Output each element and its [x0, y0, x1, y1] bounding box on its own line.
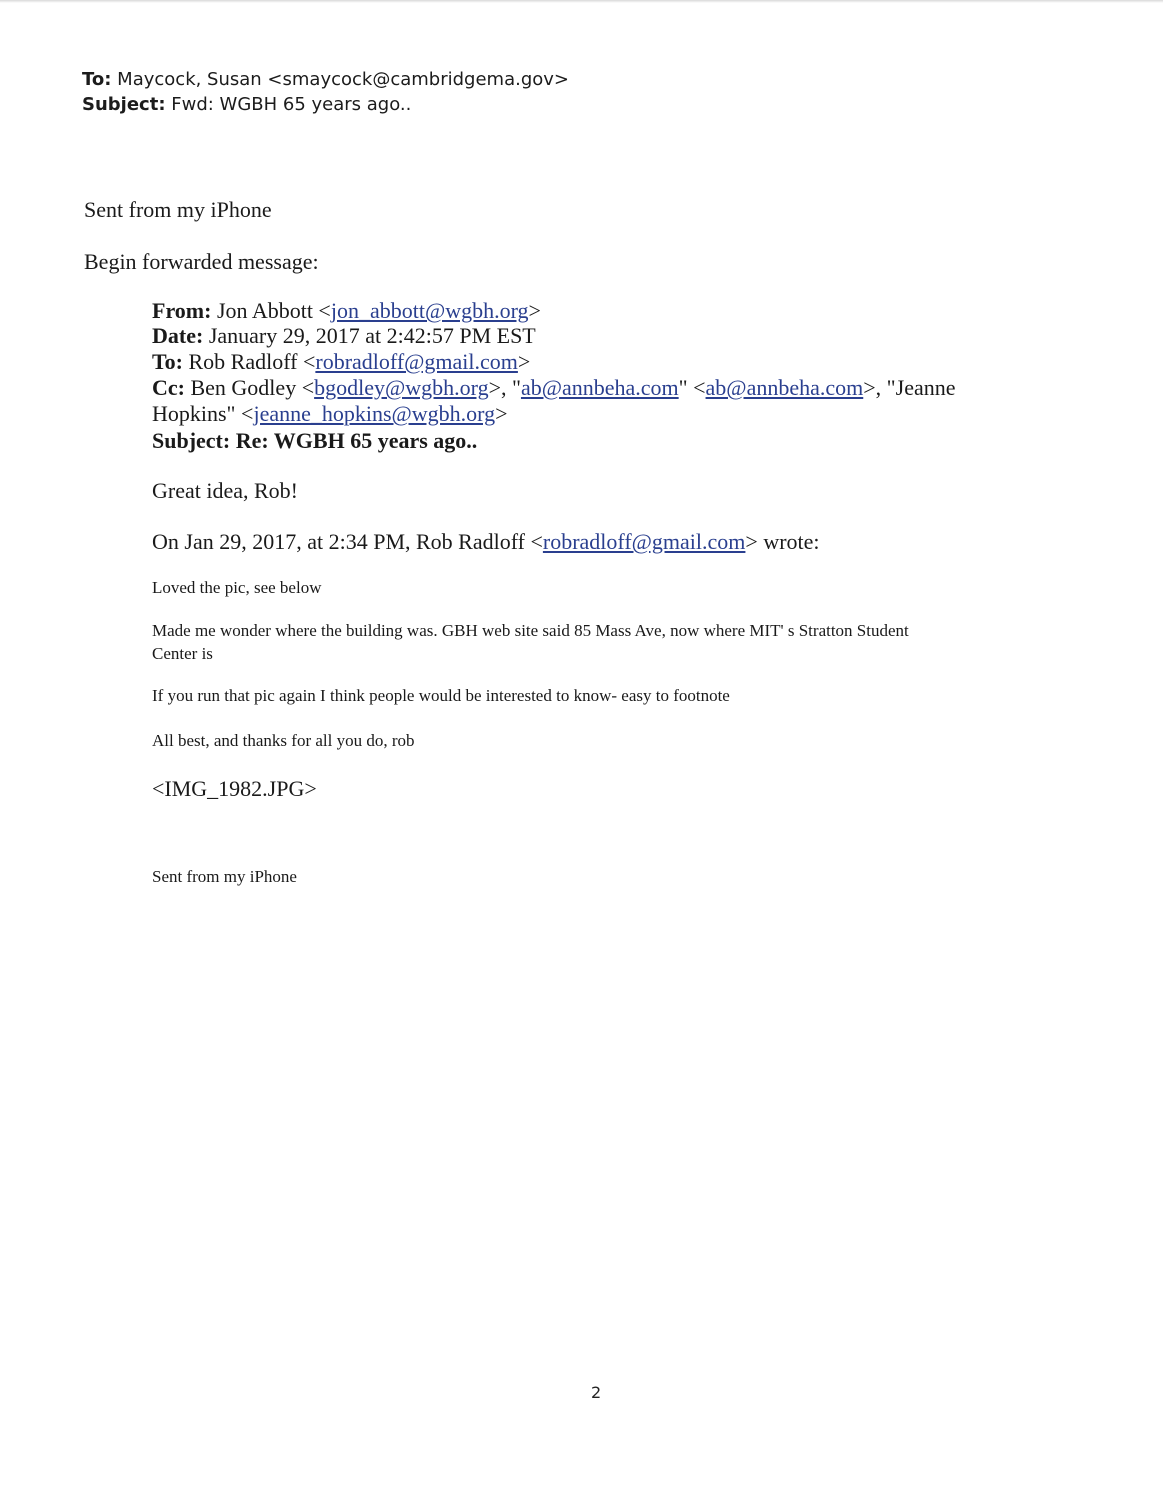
header-to-line	[82, 69, 569, 90]
forwarded-cc-email-link-4[interactable]: jeanne_hopkins@wgbh.org	[253, 401, 496, 426]
forwarded-date-line	[152, 323, 536, 349]
reply-on-wrote-line	[152, 529, 820, 555]
forwarded-subject-label: Subject:	[152, 428, 231, 453]
forwarded-cc-email-link-3[interactable]: ab@annbeha.com	[705, 375, 864, 400]
forwarded-from-close: >	[528, 298, 541, 323]
forwarded-to-name: Rob Radloff <	[182, 349, 316, 374]
forwarded-to-email-link[interactable]: robradloff@gmail.com	[315, 349, 518, 374]
scan-top-edge	[0, 0, 1163, 3]
sent-from-iphone-1: Sent from my iPhone	[84, 197, 272, 222]
forwarded-cc-part3: " <	[678, 375, 706, 400]
reply-great-idea: Great idea, Rob!	[152, 478, 298, 503]
header-subject-value: Fwd: WGBH 65 years ago..	[165, 94, 412, 115]
forwarded-from-line	[152, 298, 541, 324]
page-number: 2	[591, 1383, 602, 1402]
forwarded-subject-line	[152, 428, 477, 454]
quoted-attachment: <IMG_1982.JPG>	[152, 776, 317, 801]
header-subject-label: Subject:	[82, 94, 166, 115]
quoted-paragraph-4: All best, and thanks for all you do, rob	[152, 731, 415, 750]
reply-on-suffix: > wrote:	[745, 529, 820, 554]
begin-forwarded-message: Begin forwarded message:	[84, 249, 319, 274]
quoted-paragraph-2-line-1: Made me wonder where the building was. GBH web site said 85 Mass Ave, now where MIT' s Stratton Student	[152, 621, 909, 640]
forwarded-to-label: To:	[152, 349, 183, 374]
forwarded-cc-email-link-1[interactable]: bgodley@wgbh.org	[314, 375, 489, 400]
forwarded-cc-part2: >, "	[488, 375, 521, 400]
forwarded-date-value: January 29, 2017 at 2:42:57 PM EST	[203, 323, 536, 348]
reply-on-email-link[interactable]: robradloff@gmail.com	[542, 529, 746, 554]
forwarded-date-label: Date:	[152, 323, 204, 348]
forwarded-subject-value: Re: WGBH 65 years ago..	[230, 428, 478, 453]
forwarded-cc-line-2	[152, 401, 508, 427]
forwarded-from-name: Jon Abbott <	[211, 298, 331, 323]
reply-on-prefix: On Jan 29, 2017, at 2:34 PM, Rob Radloff <	[152, 529, 543, 554]
forwarded-cc-part1: Ben Godley <	[184, 375, 315, 400]
sent-from-iphone-2: Sent from my iPhone	[152, 867, 297, 886]
quoted-paragraph-2-line-2: Center is	[152, 644, 213, 663]
header-to-label: To:	[82, 69, 112, 90]
quoted-paragraph-3: If you run that pic again I think people would be interested to know- easy to footnote	[152, 686, 730, 705]
forwarded-to-close: >	[517, 349, 531, 374]
forwarded-cc-part4: >, "Jeanne	[863, 375, 956, 400]
forwarded-cc-line	[152, 375, 956, 401]
forwarded-from-label: From:	[152, 298, 212, 323]
forwarded-from-email-link[interactable]: jon_abbott@wgbh.org	[330, 298, 529, 323]
header-to-value: Maycock, Susan <smaycock@cambridgema.gov>	[111, 69, 570, 90]
forwarded-cc-label: Cc:	[152, 375, 185, 400]
forwarded-cc-email-link-2[interactable]: ab@annbeha.com	[520, 375, 679, 400]
quoted-paragraph-1: Loved the pic, see below	[152, 578, 322, 597]
forwarded-to-line	[152, 349, 530, 375]
forwarded-cc2-close: >	[495, 401, 508, 426]
header-subject-line	[82, 94, 411, 115]
forwarded-cc2-part1: Hopkins" <	[152, 401, 254, 426]
